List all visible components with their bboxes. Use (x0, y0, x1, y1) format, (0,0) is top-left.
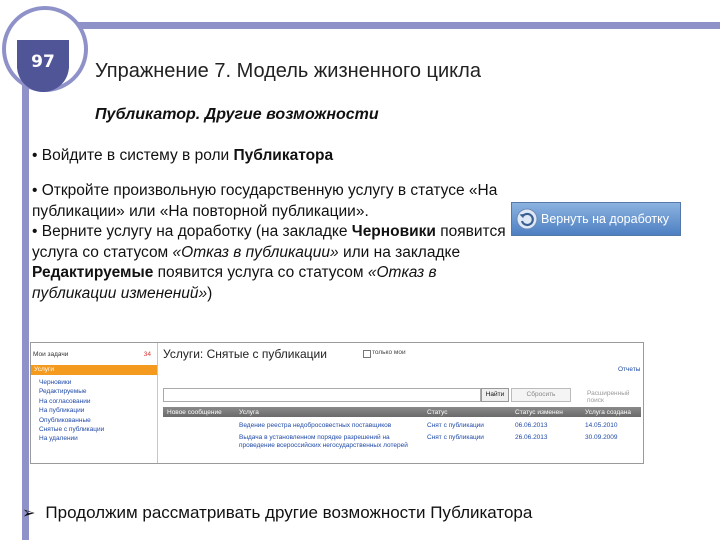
only-mine-label: только мои (372, 349, 406, 356)
sidebar-item-deleting[interactable]: На удалении (39, 435, 78, 443)
bullet-login: • Войдите в систему в роли Публикатора (32, 147, 334, 164)
row-status: Снят с публикации (427, 434, 484, 441)
sidebar-item-services[interactable]: Услуги (31, 365, 157, 375)
frame-left-bar (22, 66, 29, 540)
column-status[interactable]: Статус (427, 408, 448, 416)
undo-icon (516, 208, 538, 230)
search-input[interactable] (163, 388, 481, 402)
bullet-return (32, 181, 514, 304)
sidebar-item-editable[interactable]: Редактируемые (39, 388, 87, 396)
app-sidebar (31, 343, 158, 463)
find-button[interactable]: Найти (481, 388, 509, 402)
arrow-bullet-icon: ➢ (22, 503, 36, 522)
row-service: Выдача в установленном порядке разрешений на проведение всероссийских негосударственных лотерей (239, 434, 408, 449)
sidebar-item-published[interactable]: Опубликованные (39, 416, 91, 424)
bullet-open-service: • Откройте произвольную государственную услугу в статусе «На публикации» или «На повторной публикации». (32, 182, 498, 220)
row-created: 14.05.2010 (585, 422, 618, 429)
row-changed: 06.06.2013 (515, 422, 548, 429)
table-row[interactable] (163, 422, 641, 432)
sidebar-count: 34 (143, 351, 151, 358)
frame-top-bar (66, 22, 720, 29)
bullet-return-service: • Верните услугу на доработку (на закладке Черновики появится услуга со статусом «Отказ в публикации» или на закладке Редактируемые появится услуга со статусом «Отказ в публикации изменений») (32, 223, 506, 302)
row-status: Снят с публикации (427, 422, 484, 429)
app-screenshot (30, 342, 644, 464)
sidebar-item-approval[interactable]: На согласовании (39, 397, 91, 405)
table-header (163, 407, 641, 417)
app-page-title: Услуги: Снятые с публикации (163, 347, 327, 361)
advanced-search-link[interactable]: Расширенный поиск (587, 390, 630, 404)
slide-title: Упражнение 7. Модель жизненного цикла (95, 60, 481, 82)
slide-number: 97 (31, 52, 55, 72)
column-new-message[interactable]: Новое сообщение (167, 408, 222, 416)
column-created[interactable]: Услуга создана (585, 408, 631, 416)
row-service: Ведение реестра недобросовестных поставщиков (239, 422, 392, 429)
column-service[interactable]: Услуга (239, 408, 259, 416)
sidebar-items (39, 379, 104, 445)
slide-subtitle: Публикатор. Другие возможности (95, 106, 379, 123)
row-created: 30.09.2009 (585, 434, 618, 441)
bottom-note: ➢ Продолжим рассматривать другие возможности Публикатора (22, 503, 533, 522)
sidebar-header: Мои задачи 34 (33, 351, 151, 358)
return-to-revision-button[interactable] (511, 202, 681, 236)
return-button-label: Вернуть на доработку (541, 212, 670, 226)
table-row[interactable] (163, 434, 641, 460)
only-mine-checkbox[interactable] (363, 350, 371, 358)
sidebar-item-drafts[interactable]: Черновики (39, 379, 72, 386)
reset-button[interactable]: Сбросить (511, 388, 571, 402)
row-changed: 26.06.2013 (515, 434, 548, 441)
column-status-changed[interactable]: Статус изменен (515, 408, 563, 416)
reports-link[interactable]: Отчеты (618, 366, 641, 373)
sidebar-item-publishing[interactable]: На публикации (39, 407, 85, 415)
sidebar-item-unpublished[interactable]: Снятые с публикации (39, 425, 105, 433)
